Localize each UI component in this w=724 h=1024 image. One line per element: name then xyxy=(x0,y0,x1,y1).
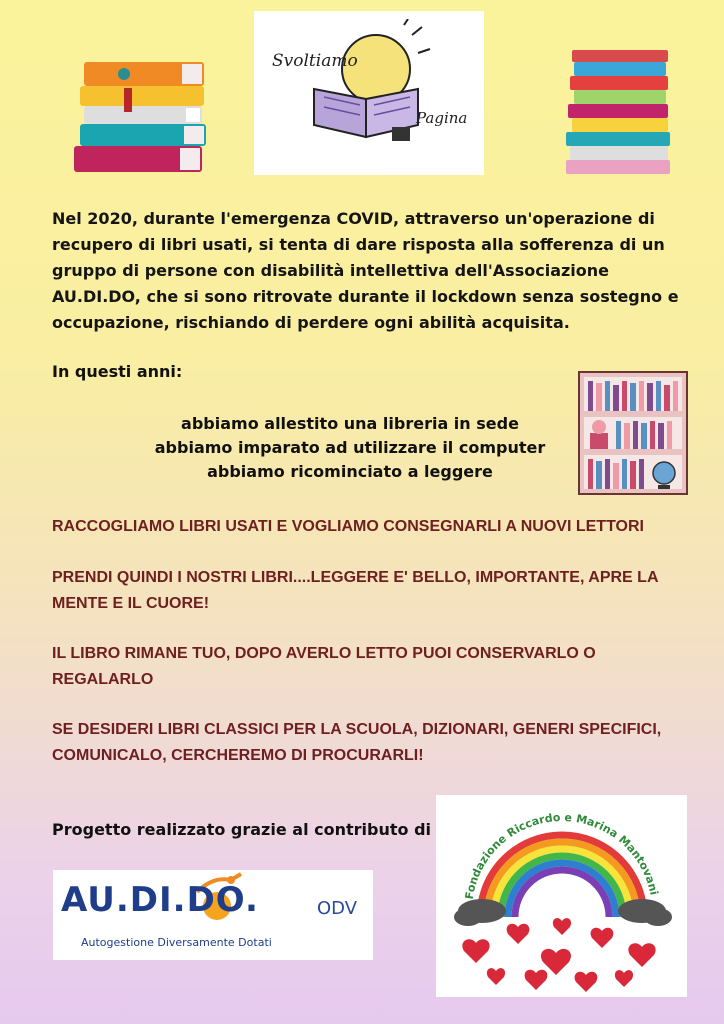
intro-paragraph: Nel 2020, durante l'emergenza COVID, attraverso un'operazione di recupero di libri usati, si tenta di dare risposta alla sofferenza di un gruppo di persone con disabilità intellettiva dell'Associazione AU.DI.DO, che si sono ritrovate durante il lockdown senza sostegno e occupazione, rischiando di perdere ogni abilità acquisita. xyxy=(52,209,679,332)
svoltiamo-pagina-logo xyxy=(254,11,484,175)
achievements-list xyxy=(130,412,570,484)
rainbow-hearts-icon xyxy=(436,795,687,997)
book-stack-right-icon xyxy=(560,46,676,178)
achievement-item: abbiamo ricominciato a leggere xyxy=(207,462,493,481)
logo-word-pagina: Pagina xyxy=(416,109,468,127)
message-keep-book: IL LIBRO RIMANE TUO, DOPO AVERLO LETTO PUOI CONSERVARLO O REGALARLO xyxy=(52,645,596,688)
foundation-name: Fondazione Riccardo e Marina Mantovani xyxy=(462,810,661,901)
message-take-books: PRENDI QUINDI I NOSTRI LIBRI....LEGGERE E' BELLO, IMPORTANTE, APRE LA MENTE E IL CUORE! xyxy=(52,569,658,612)
message-request-books: SE DESIDERI LIBRI CLASSICI PER LA SCUOLA, DIZIONARI, GENERI SPECIFICI, COMUNICALO, CERCHEREMO DI PROCURARLI! xyxy=(52,721,662,764)
logo-word-svoltiamo: Svoltiamo xyxy=(272,51,358,71)
achievement-item: abbiamo imparato ad utilizzare il computer xyxy=(154,438,546,457)
years-heading: In questi anni: xyxy=(52,362,183,381)
message-collect-books: RACCOGLIAMO LIBRI USATI E VOGLIAMO CONSEGNARLI A NUOVI LETTORI xyxy=(52,518,644,535)
credit-text: Progetto realizzato grazie al contributo di xyxy=(52,820,432,839)
audido-suffix: ODV xyxy=(317,898,358,919)
lightbulb-book-icon xyxy=(294,19,444,169)
book-stack-left-icon xyxy=(70,58,212,178)
bookshelf-icon xyxy=(578,371,688,495)
foundation-logo xyxy=(436,795,687,997)
audido-tagline: Autogestione Diversamente Dotati xyxy=(81,936,272,949)
audido-name: AU.DI.DO. xyxy=(61,880,259,920)
achievement-item: abbiamo allestito una libreria in sede xyxy=(181,414,519,433)
audido-logo xyxy=(53,870,373,960)
